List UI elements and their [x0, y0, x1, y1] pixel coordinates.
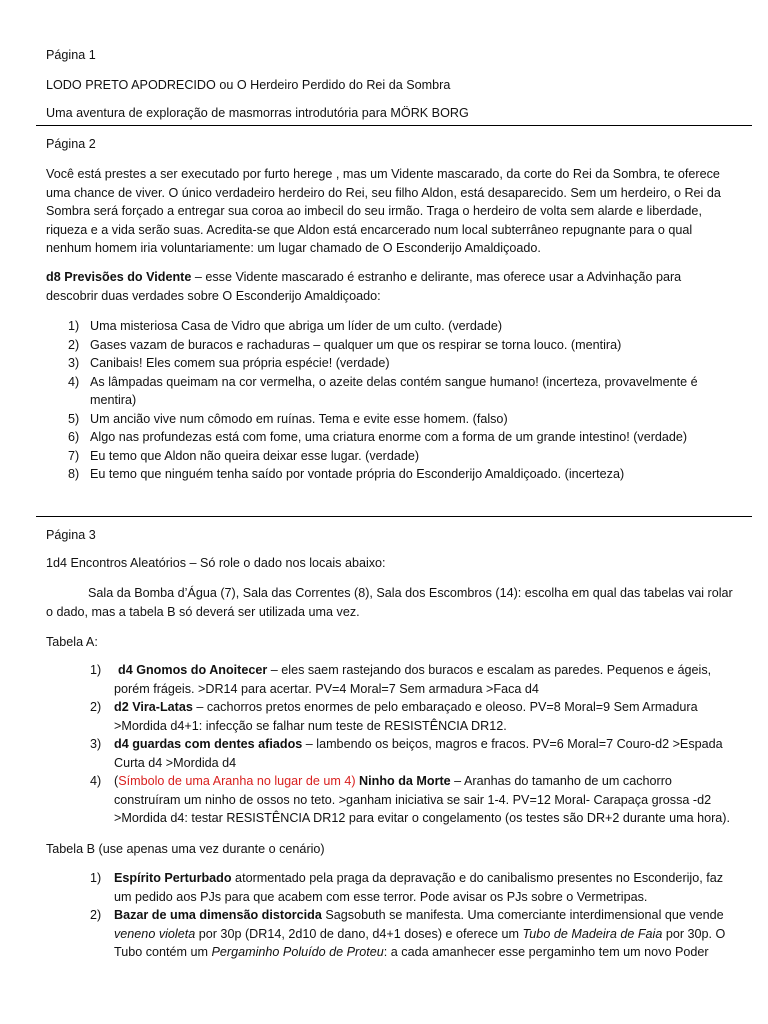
list-item: 7) Eu temo que Aldon não queira deixar esse lugar. (verdade)	[68, 448, 420, 463]
list-item: 2) Gases vazam de buracos e rachaduras – qualquer um que os respirar se torna louco. (mentira)	[68, 337, 622, 352]
intro-line: uma chance de viver. O único verdadeiro herdeiro do Rei, seu filho Aldon, está desaparecido. Sem um herdeiro, o Rei da	[46, 185, 721, 200]
page-divider	[36, 125, 752, 126]
list-item: 1) Espírito Perturbado atormentado pela praga da depravação e do canibalismo presentes no Esconderijo, faz um pedido aos PJs para que acabem com esse terror. Pode avisar os PJs sobre o Vermetripas.	[90, 871, 724, 904]
list-item: 3) Canibais! Eles comem sua própria espécie! (verdade)	[68, 356, 390, 370]
list-item: 6) Algo nas profundezas está com fome, uma criatura enorme com a forma de um grande intestino! (verdade)	[68, 430, 688, 444]
list-item: 4) As lâmpadas queimam na cor vermelha, o azeite delas contém sangue humano! (incerteza, provavelmente é mentira)	[68, 374, 698, 407]
table-b-list	[46, 869, 746, 962]
intro-paragraph	[46, 165, 736, 258]
encounters-heading: 1d4 Encontros Aleatórios – Só role o dado nos locais abaixo:	[46, 556, 386, 570]
intro-line: Sombra será forçado a entregar sua coroa ao imbecil do seu irmão. Traga o herdeiro de volta sem alarde e liberdade,	[46, 204, 702, 218]
list-item: 3) d4 guardas com dentes afiados – lambendo os beiços, magros e fracos. PV=6 Moral=7 Couro-d2 >Espada Curta d4 >Mordida d4	[90, 737, 723, 770]
page-divider	[36, 516, 752, 517]
page1-label: Página 1	[46, 48, 96, 62]
d8-predictions-intro	[46, 268, 736, 305]
rooms-line: o dado, mas a tabela B só deverá ser utilizada uma vez.	[46, 604, 360, 619]
list-item: 2) d2 Vira-Latas – cachorros pretos enormes de pelo embaraçado e oleoso. PV=8 Moral=9 Sem Armadura >Mordida d4+1: infecção se falhar num teste de RESISTÊNCIA DR12.	[90, 700, 698, 733]
table-a-label: Tabela A:	[46, 635, 98, 649]
list-item: 8) Eu temo que ninguém tenha saído por vontade própria do Esconderijo Amaldiçoado. (incerteza)	[68, 467, 625, 481]
d8-title: d8 Previsões do Vidente	[46, 270, 192, 284]
page2-label: Página 2	[46, 137, 96, 151]
table-b-label: Tabela B (use apenas uma vez durante o cenário)	[46, 842, 325, 856]
d8-text: descobrir duas verdades sobre O Esconderijo Amaldiçoado:	[46, 288, 381, 303]
intro-line: riqueza e a vida serão suas. Acredita-se que Aldon está encarcerado num local subterrâneo repugnante para o qual	[46, 222, 693, 237]
rooms-line: Sala da Bomba d’Água (7), Sala das Correntes (8), Sala dos Escombros (14): escolha em qual das tabelas vai rolar	[88, 586, 733, 600]
document-title: LODO PRETO APODRECIDO ou O Herdeiro Perdido do Rei da Sombra	[46, 78, 451, 92]
intro-line: nenhum homem iria voluntariamente: um lugar chamado de O Esconderijo Amaldiçoado.	[46, 241, 541, 255]
intro-line: Você está prestes a ser executado por furto herege , mas um Vidente mascarado, da corte do Rei da Sombra, te oferece	[46, 167, 720, 181]
list-item: 5) Um ancião vive num cômodo em ruínas. Tema e evite esse homem. (falso)	[68, 411, 508, 426]
page3-label: Página 3	[46, 528, 96, 542]
document-subtitle: Uma aventura de exploração de masmorras introdutória para MÖRK BORG	[46, 106, 469, 120]
predictions-list	[46, 317, 736, 484]
list-item: 1) Uma misteriosa Casa de Vidro que abriga um líder de um culto. (verdade)	[68, 319, 503, 333]
table-a-list	[46, 661, 746, 828]
rooms-paragraph	[46, 584, 736, 621]
spider-symbol-note: Símbolo de uma Aranha no lugar de um 4)	[118, 774, 356, 788]
list-item: 2) Bazar de uma dimensão distorcida Sagsobuth se manifesta. Uma comerciante interdimensional que vende veneno violeta por 30p (DR14, 2d10 de dano, d4+1 doses) e oferece um Tubo de Madeira de Faia por 30p. O Tubo contém um Pergaminho Poluído de Proteu: a cada amanhecer esse pergaminho tem um novo Poder	[90, 908, 726, 959]
list-item: 1) d4 Gnomos do Anoitecer – eles saem rastejando dos buracos e escalam as paredes. Pequenos e ágeis, porém frágeis. >DR14 para acertar. PV=4 Moral=7 Sem armadura >Faca d4	[90, 663, 712, 696]
list-item: 4) (Símbolo de uma Aranha no lugar de um 4) Ninho da Morte – Aranhas do tamanho de um cachorro construíram um ninho de ossos no teto. >ganham iniciativa se sair 1-4. PV=12 Moral- Carapaça grossa -d2 >Mordida d4: testar RESISTÊNCIA DR12 para evitar o congelamento (os testes são DR+2 durante uma hora).	[90, 774, 730, 825]
d8-text: – esse Vidente mascarado é estranho e delirante, mas oferece usar a Advinhação para	[191, 270, 682, 284]
